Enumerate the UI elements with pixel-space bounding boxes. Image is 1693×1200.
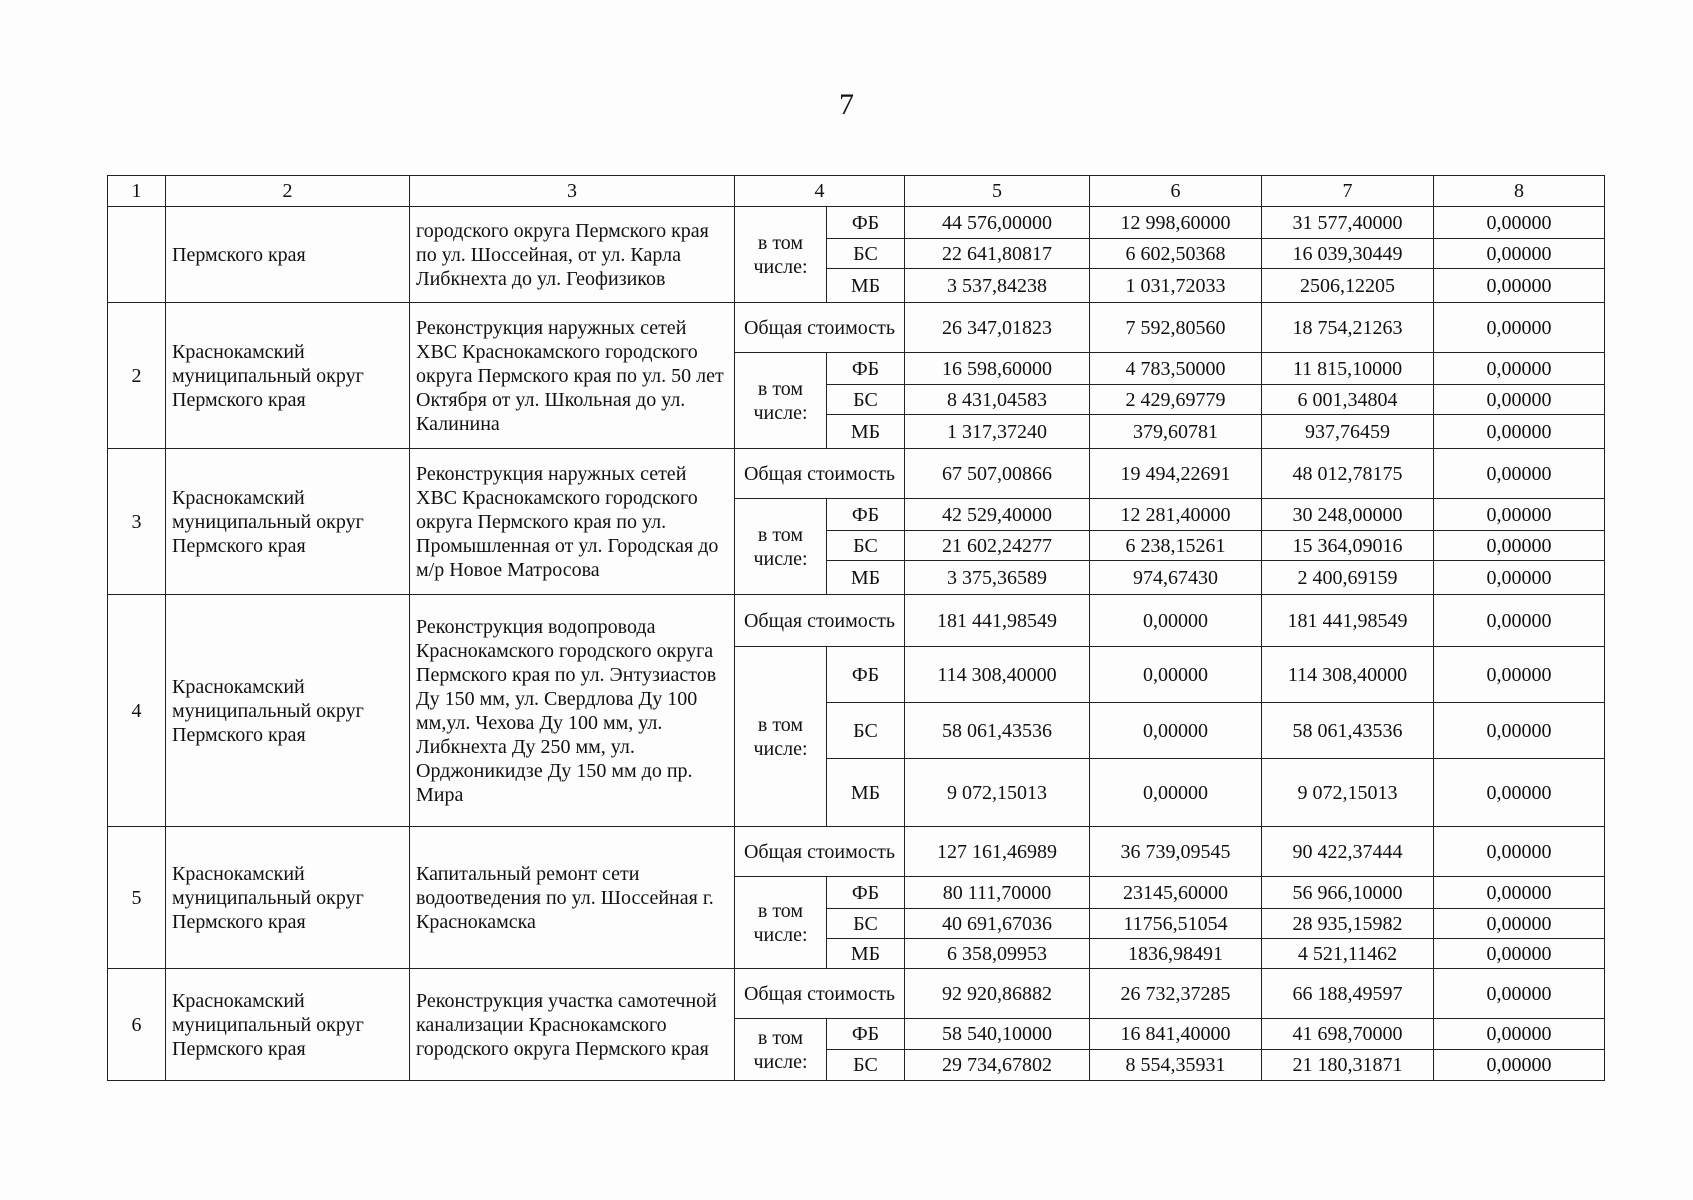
- column-header: 5: [905, 176, 1090, 207]
- amount-value: 0,00000: [1434, 561, 1605, 595]
- financing-table: [107, 175, 1605, 1081]
- amount-value: 21 602,24277: [905, 531, 1090, 561]
- amount-value: 23145,60000: [1090, 877, 1262, 909]
- total-value: 181 441,98549: [1262, 595, 1434, 647]
- funding-source: БС: [827, 531, 905, 561]
- column-header: 2: [166, 176, 410, 207]
- amount-value: 12 998,60000: [1090, 207, 1262, 239]
- amount-value: 0,00000: [1434, 385, 1605, 415]
- region-cell: Краснокамский муниципальный округ Пермского края: [166, 595, 410, 827]
- page-number: 7: [839, 88, 854, 121]
- table-row: [108, 595, 1605, 647]
- funding-source: МБ: [827, 415, 905, 449]
- region-cell: Краснокамский муниципальный округ Пермского края: [166, 969, 410, 1081]
- table-body: [108, 176, 1605, 1081]
- row-number: 3: [108, 449, 166, 595]
- including-label: в том числе:: [735, 647, 827, 827]
- amount-value: 1 031,72033: [1090, 269, 1262, 303]
- table-row: [108, 449, 1605, 499]
- column-header: 6: [1090, 176, 1262, 207]
- region-cell: Краснокамский муниципальный округ Пермского края: [166, 303, 410, 449]
- funding-source: МБ: [827, 759, 905, 827]
- amount-value: 15 364,09016: [1262, 531, 1434, 561]
- total-value: 90 422,37444: [1262, 827, 1434, 877]
- total-cost-label: Общая стоимость: [735, 595, 905, 647]
- column-header: 1: [108, 176, 166, 207]
- amount-value: 6 001,34804: [1262, 385, 1434, 415]
- column-header: 8: [1434, 176, 1605, 207]
- total-value: 19 494,22691: [1090, 449, 1262, 499]
- amount-value: 11756,51054: [1090, 909, 1262, 939]
- total-cost-label: Общая стоимость: [735, 969, 905, 1019]
- amount-value: 379,60781: [1090, 415, 1262, 449]
- funding-source: МБ: [827, 269, 905, 303]
- amount-value: 6 358,09953: [905, 939, 1090, 969]
- object-description: городского округа Пермского края по ул. Шоссейная, от ул. Карла Либкнехта до ул. Геофизиков: [410, 207, 735, 303]
- region-cell: Пермского края: [166, 207, 410, 303]
- funding-source: ФБ: [827, 877, 905, 909]
- including-label: в том числе:: [735, 499, 827, 595]
- amount-value: 80 111,70000: [905, 877, 1090, 909]
- funding-source: ФБ: [827, 207, 905, 239]
- amount-value: 4 521,11462: [1262, 939, 1434, 969]
- amount-value: 21 180,31871: [1262, 1050, 1434, 1081]
- amount-value: 6 602,50368: [1090, 239, 1262, 269]
- amount-value: 58 061,43536: [1262, 703, 1434, 759]
- object-description: Реконструкция наружных сетей ХВС Краснокамского городского округа Пермского края по ул. 50 лет Октября от ул. Школьная до ул. Калинина: [410, 303, 735, 449]
- amount-value: 1 317,37240: [905, 415, 1090, 449]
- object-description: Реконструкция участка самотечной канализации Краснокамского городского округа Пермского края: [410, 969, 735, 1081]
- amount-value: 0,00000: [1090, 759, 1262, 827]
- total-value: 0,00000: [1434, 827, 1605, 877]
- total-cost-label: Общая стоимость: [735, 303, 905, 353]
- total-value: 181 441,98549: [905, 595, 1090, 647]
- total-value: 48 012,78175: [1262, 449, 1434, 499]
- amount-value: 16 841,40000: [1090, 1019, 1262, 1050]
- region-cell: Краснокамский муниципальный округ Пермского края: [166, 827, 410, 969]
- amount-value: 1836,98491: [1090, 939, 1262, 969]
- amount-value: 2 429,69779: [1090, 385, 1262, 415]
- total-value: 0,00000: [1434, 969, 1605, 1019]
- amount-value: 0,00000: [1434, 703, 1605, 759]
- total-value: 26 347,01823: [905, 303, 1090, 353]
- funding-source: БС: [827, 385, 905, 415]
- total-value: 0,00000: [1434, 595, 1605, 647]
- amount-value: 30 248,00000: [1262, 499, 1434, 531]
- amount-value: 41 698,70000: [1262, 1019, 1434, 1050]
- total-value: 0,00000: [1090, 595, 1262, 647]
- amount-value: 42 529,40000: [905, 499, 1090, 531]
- amount-value: 12 281,40000: [1090, 499, 1262, 531]
- total-value: 66 188,49597: [1262, 969, 1434, 1019]
- funding-source: ФБ: [827, 353, 905, 385]
- object-description: Капитальный ремонт сети водоотведения по ул. Шоссейная г. Краснокамска: [410, 827, 735, 969]
- amount-value: 0,00000: [1090, 647, 1262, 703]
- amount-value: 2506,12205: [1262, 269, 1434, 303]
- amount-value: 0,00000: [1434, 877, 1605, 909]
- amount-value: 2 400,69159: [1262, 561, 1434, 595]
- amount-value: 31 577,40000: [1262, 207, 1434, 239]
- amount-value: 4 783,50000: [1090, 353, 1262, 385]
- total-cost-label: Общая стоимость: [735, 449, 905, 499]
- amount-value: 0,00000: [1434, 647, 1605, 703]
- object-description: Реконструкция наружных сетей ХВС Краснокамского городского округа Пермского края по ул. Промышленная от ул. Городская до м/р Новое Матросова: [410, 449, 735, 595]
- row-number: 4: [108, 595, 166, 827]
- amount-value: 0,00000: [1434, 759, 1605, 827]
- total-value: 127 161,46989: [905, 827, 1090, 877]
- total-value: 0,00000: [1434, 303, 1605, 353]
- amount-value: 114 308,40000: [905, 647, 1090, 703]
- including-label: в том числе:: [735, 353, 827, 449]
- amount-value: 11 815,10000: [1262, 353, 1434, 385]
- amount-value: 6 238,15261: [1090, 531, 1262, 561]
- amount-value: 0,00000: [1434, 353, 1605, 385]
- amount-value: 3 537,84238: [905, 269, 1090, 303]
- total-value: 36 739,09545: [1090, 827, 1262, 877]
- column-header: 3: [410, 176, 735, 207]
- amount-value: 0,00000: [1434, 269, 1605, 303]
- amount-value: 3 375,36589: [905, 561, 1090, 595]
- amount-value: 114 308,40000: [1262, 647, 1434, 703]
- amount-value: 58 540,10000: [905, 1019, 1090, 1050]
- total-value: 67 507,00866: [905, 449, 1090, 499]
- amount-value: 28 935,15982: [1262, 909, 1434, 939]
- column-header: 7: [1262, 176, 1434, 207]
- total-value: 92 920,86882: [905, 969, 1090, 1019]
- amount-value: 0,00000: [1434, 239, 1605, 269]
- amount-value: 0,00000: [1434, 1019, 1605, 1050]
- amount-value: 44 576,00000: [905, 207, 1090, 239]
- row-number: [108, 207, 166, 303]
- table-row: [108, 969, 1605, 1019]
- table-row: [108, 827, 1605, 877]
- amount-value: 0,00000: [1090, 703, 1262, 759]
- funding-source: ФБ: [827, 1019, 905, 1050]
- amount-value: 0,00000: [1434, 1050, 1605, 1081]
- funding-source: БС: [827, 909, 905, 939]
- amount-value: 40 691,67036: [905, 909, 1090, 939]
- amount-value: 974,67430: [1090, 561, 1262, 595]
- amount-value: 58 061,43536: [905, 703, 1090, 759]
- region-cell: Краснокамский муниципальный округ Пермского края: [166, 449, 410, 595]
- column-header: 4: [735, 176, 905, 207]
- amount-value: 56 966,10000: [1262, 877, 1434, 909]
- amount-value: 16 598,60000: [905, 353, 1090, 385]
- amount-value: 0,00000: [1434, 415, 1605, 449]
- amount-value: 29 734,67802: [905, 1050, 1090, 1081]
- including-label: в том числе:: [735, 207, 827, 303]
- amount-value: 8 554,35931: [1090, 1050, 1262, 1081]
- row-number: 5: [108, 827, 166, 969]
- amount-value: 937,76459: [1262, 415, 1434, 449]
- object-description: Реконструкция водопровода Краснокамского городского округа Пермского края по ул. Энтузиастов Ду 150 мм, ул. Свердлова Ду 100 мм,ул. Чехова Ду 100 мм, ул. Либкнехта Ду 250 мм, ул. Орджоникидзе Ду 150 мм до пр. Мира: [410, 595, 735, 827]
- amount-value: 9 072,15013: [905, 759, 1090, 827]
- funding-source: БС: [827, 239, 905, 269]
- funding-source: МБ: [827, 939, 905, 969]
- amount-value: 0,00000: [1434, 499, 1605, 531]
- amount-value: 0,00000: [1434, 939, 1605, 969]
- total-value: 0,00000: [1434, 449, 1605, 499]
- row-number: 2: [108, 303, 166, 449]
- column-header-row: [108, 176, 1605, 207]
- amount-value: 0,00000: [1434, 207, 1605, 239]
- including-label: в том числе:: [735, 1019, 827, 1081]
- amount-value: 0,00000: [1434, 531, 1605, 561]
- including-label: в том числе:: [735, 877, 827, 969]
- funding-source: БС: [827, 1050, 905, 1081]
- amount-value: 22 641,80817: [905, 239, 1090, 269]
- total-cost-label: Общая стоимость: [735, 827, 905, 877]
- funding-source: ФБ: [827, 499, 905, 531]
- funding-source: МБ: [827, 561, 905, 595]
- total-value: 26 732,37285: [1090, 969, 1262, 1019]
- total-value: 7 592,80560: [1090, 303, 1262, 353]
- funding-source: БС: [827, 703, 905, 759]
- amount-value: 8 431,04583: [905, 385, 1090, 415]
- table-row: [108, 207, 1605, 239]
- amount-value: 0,00000: [1434, 909, 1605, 939]
- amount-value: 16 039,30449: [1262, 239, 1434, 269]
- funding-source: ФБ: [827, 647, 905, 703]
- table-row: [108, 303, 1605, 353]
- amount-value: 9 072,15013: [1262, 759, 1434, 827]
- row-number: 6: [108, 969, 166, 1081]
- total-value: 18 754,21263: [1262, 303, 1434, 353]
